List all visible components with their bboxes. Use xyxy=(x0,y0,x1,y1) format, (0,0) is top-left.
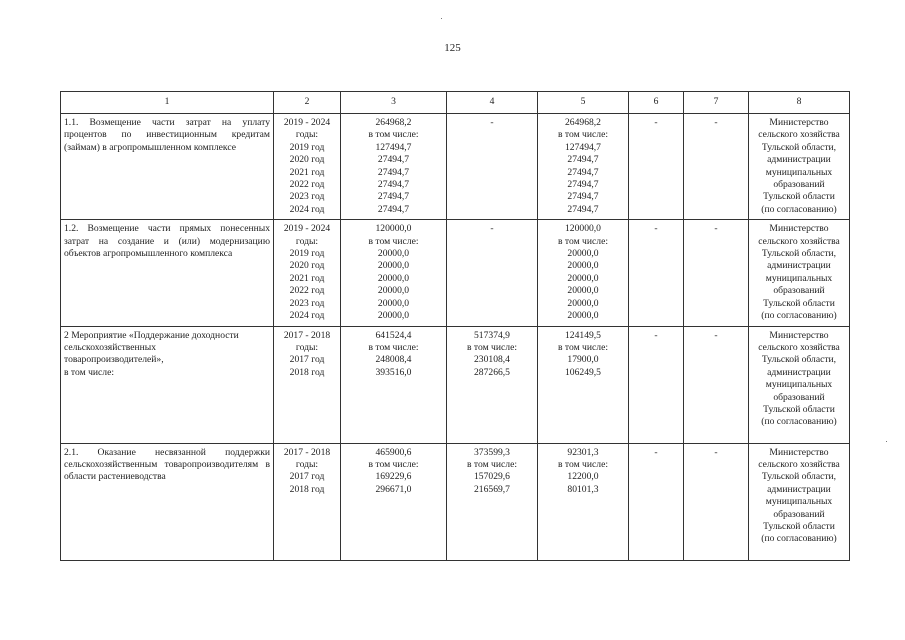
regional-cell-line: 127494,7 xyxy=(565,141,601,153)
period-cell-line: 2019 - 2024 xyxy=(283,223,331,235)
regional-cell-line: 20000,0 xyxy=(567,297,599,309)
executor-cell-line: муниципальных xyxy=(765,272,833,284)
executor-cell-line: Министерство xyxy=(769,117,829,128)
total-cell-line: 120000,0 xyxy=(375,223,412,235)
executor-cell-line: Министерство xyxy=(769,446,829,458)
period-cell-line: 2017 год xyxy=(289,354,325,366)
executor-cell-line: (по согласованию) xyxy=(761,203,837,215)
municipal-cell xyxy=(629,220,684,326)
period-cell-line: 2023 год xyxy=(289,297,325,309)
total-cell-line: 20000,0 xyxy=(377,260,410,272)
regional-cell-line: 12200,0 xyxy=(567,471,599,483)
scan-speck xyxy=(886,441,887,442)
period-cell-line: 2024 год xyxy=(289,310,325,322)
total-cell-line: 27494,7 xyxy=(377,179,410,191)
regional-cell-line: 264968,2 xyxy=(565,117,601,128)
federal-cell-line: 373599,3 xyxy=(474,446,510,458)
regional-cell-line: 27494,7 xyxy=(567,203,599,215)
total-cell-line: 20000,0 xyxy=(377,297,410,309)
municipal-cell-line: - xyxy=(654,446,658,458)
executor-cell-line: администрации xyxy=(767,260,831,272)
executor-cell-line: образований xyxy=(773,391,825,403)
period-cell-line: 2019 год xyxy=(289,141,325,153)
total-cell-line: 20000,0 xyxy=(377,248,410,260)
total-cell-line: 465900,6 xyxy=(375,446,412,458)
total-cell-line: 20000,0 xyxy=(377,285,410,297)
regional-cell-line: 92301,3 xyxy=(567,446,599,458)
federal-cell xyxy=(447,220,538,326)
total-cell-line: 27494,7 xyxy=(377,191,410,203)
regional-cell-line: 80101,3 xyxy=(567,483,599,495)
regional-cell-line: в том числе: xyxy=(557,235,608,247)
executor-cell xyxy=(749,220,850,326)
period-cell-line: годы: xyxy=(295,458,319,470)
regional-cell-line: 27494,7 xyxy=(567,191,599,203)
municipal-cell xyxy=(629,326,684,443)
column-header: 3 xyxy=(341,92,447,114)
total-cell xyxy=(341,326,447,443)
federal-cell xyxy=(447,326,538,443)
total-cell-line: в том числе: xyxy=(368,458,419,470)
municipal-cell xyxy=(629,114,684,220)
executor-cell-line: сельского хозяйства xyxy=(758,235,840,247)
period-cell-line: 2024 год xyxy=(289,203,325,215)
executor-cell-line: образований xyxy=(773,179,825,191)
federal-cell-line: 230108,4 xyxy=(474,354,510,366)
executor-cell-line: муниципальных xyxy=(765,166,833,178)
period-cell xyxy=(274,443,341,560)
total-cell-line: 27494,7 xyxy=(377,154,410,166)
executor-cell-line: образований xyxy=(773,508,825,520)
column-header: 6 xyxy=(629,92,684,114)
period-cell-line: 2023 год xyxy=(289,191,325,203)
executor-cell-line: Министерство xyxy=(769,329,829,341)
period-cell xyxy=(274,220,341,326)
executor-cell xyxy=(749,326,850,443)
regional-cell xyxy=(538,114,629,220)
regional-cell-line: 20000,0 xyxy=(567,285,599,297)
municipal-cell-line: - xyxy=(654,117,658,128)
table-row xyxy=(61,326,850,443)
executor-cell-line: Тульской области xyxy=(763,297,835,309)
period-cell-line: годы: xyxy=(295,129,319,141)
total-cell-line: 27494,7 xyxy=(377,166,410,178)
regional-cell-line: в том числе: xyxy=(557,129,608,141)
federal-cell xyxy=(447,114,538,220)
total-cell-line: 296671,0 xyxy=(375,483,412,495)
federal-cell-line: 157029,6 xyxy=(474,471,510,483)
period-cell-line: 2022 год xyxy=(289,179,325,191)
period-cell-line: 2017 год xyxy=(289,471,325,483)
executor-cell-line: Тульской области, xyxy=(761,471,837,483)
regional-cell-line: в том числе: xyxy=(557,458,608,470)
total-cell-line: в том числе: xyxy=(368,235,419,247)
federal-cell-line: - xyxy=(490,117,494,128)
executor-cell-line: Тульской области xyxy=(763,191,835,203)
measure-name-cell: 2.1. Оказание несвязанной поддержки сельскохозяйственным товаропроизводителям в области растениеводства xyxy=(61,443,274,560)
total-cell-line: в том числе: xyxy=(368,129,419,141)
regional-cell xyxy=(538,220,629,326)
executor-cell xyxy=(749,114,850,220)
regional-cell-line: 106249,5 xyxy=(565,366,601,378)
executor-cell-line: муниципальных xyxy=(765,496,833,508)
measure-name-line: 2 Мероприятие «Поддержание доходности xyxy=(64,329,239,341)
other-cell xyxy=(684,326,749,443)
executor-cell-line: сельского хозяйства xyxy=(758,341,840,353)
measure-name-cell xyxy=(61,326,274,443)
header-row xyxy=(61,92,850,114)
regional-cell-line: 27494,7 xyxy=(567,166,599,178)
executor-cell-line: администрации xyxy=(767,483,831,495)
total-cell-line: в том числе: xyxy=(368,341,419,353)
period-cell-line: 2022 год xyxy=(289,285,325,297)
period-cell xyxy=(274,326,341,443)
regional-cell xyxy=(538,443,629,560)
federal-cell-line: - xyxy=(490,223,494,235)
regional-cell xyxy=(538,326,629,443)
municipal-cell-line: - xyxy=(654,223,658,235)
measure-name-line: товаропроизводителей», xyxy=(64,354,164,366)
regional-cell-line: в том числе: xyxy=(557,341,608,353)
total-cell-line: 27494,7 xyxy=(377,203,410,215)
total-cell-line: 393516,0 xyxy=(375,366,412,378)
total-cell xyxy=(341,443,447,560)
executor-cell-line: муниципальных xyxy=(765,379,833,391)
regional-cell-line: 20000,0 xyxy=(567,260,599,272)
executor-cell-line: (по согласованию) xyxy=(761,310,837,322)
regional-cell-line: 20000,0 xyxy=(567,248,599,260)
table-row xyxy=(61,443,850,560)
period-cell-line: 2018 год xyxy=(289,483,325,495)
federal-cell-line: 517374,9 xyxy=(474,329,510,341)
period-cell-line: 2019 - 2024 xyxy=(283,117,331,128)
executor-cell-line: Тульской области xyxy=(763,520,835,532)
federal-cell xyxy=(447,443,538,560)
column-header: 4 xyxy=(447,92,538,114)
federal-cell-line: в том числе: xyxy=(466,458,517,470)
federal-cell-line: 216569,7 xyxy=(474,483,510,495)
column-header: 8 xyxy=(749,92,850,114)
budget-table xyxy=(60,91,850,561)
executor-cell-line: Тульской области xyxy=(763,403,835,415)
measure-name-cell: 1.1. Возмещение части затрат на уплату процентов по инвестиционным кредитам (займам) в агропромышленном комплексе xyxy=(61,114,274,220)
column-header: 1 xyxy=(61,92,274,114)
table-row xyxy=(61,114,850,220)
period-cell-line: 2020 год xyxy=(289,260,325,272)
other-cell xyxy=(684,443,749,560)
total-cell-line: 20000,0 xyxy=(377,310,410,322)
executor-cell-line: образований xyxy=(773,285,825,297)
executor-cell-line: (по согласованию) xyxy=(761,533,837,545)
executor-cell-line: администрации xyxy=(767,366,831,378)
total-cell-line: 248008,4 xyxy=(375,354,412,366)
other-cell xyxy=(684,220,749,326)
executor-cell-line: (по согласованию) xyxy=(761,416,837,428)
column-header: 7 xyxy=(684,92,749,114)
measure-name-line: сельскохозяйственных xyxy=(64,341,157,353)
column-header: 5 xyxy=(538,92,629,114)
other-cell-line: - xyxy=(714,329,718,341)
regional-cell-line: 27494,7 xyxy=(567,154,599,166)
column-header: 2 xyxy=(274,92,341,114)
period-cell-line: 2018 год xyxy=(289,366,325,378)
period-cell-line: 2020 год xyxy=(289,154,325,166)
federal-cell-line: 287266,5 xyxy=(474,366,510,378)
total-cell-line: 20000,0 xyxy=(377,272,410,284)
period-cell-line: 2021 год xyxy=(289,166,325,178)
total-cell-line: 641524,4 xyxy=(375,329,412,341)
other-cell xyxy=(684,114,749,220)
table-row xyxy=(61,220,850,326)
period-cell-line: 2017 - 2018 xyxy=(283,329,331,341)
municipal-cell-line: - xyxy=(654,329,658,341)
municipal-cell xyxy=(629,443,684,560)
executor-cell-line: сельского хозяйства xyxy=(758,458,840,470)
total-cell xyxy=(341,114,447,220)
other-cell-line: - xyxy=(714,117,718,128)
total-cell xyxy=(341,220,447,326)
period-cell-line: 2021 год xyxy=(289,272,325,284)
other-cell-line: - xyxy=(714,446,718,458)
period-cell-line: 2017 - 2018 xyxy=(283,446,331,458)
executor-cell-line: Тульской области, xyxy=(761,248,837,260)
federal-cell-line: в том числе: xyxy=(466,341,517,353)
regional-cell-line: 20000,0 xyxy=(567,310,599,322)
measure-name-line: в том числе: xyxy=(64,366,115,378)
executor-cell-line: администрации xyxy=(767,154,831,166)
other-cell-line: - xyxy=(714,223,718,235)
regional-cell-line: 124149,5 xyxy=(565,329,601,341)
page-number: 125 xyxy=(444,42,461,54)
executor-cell xyxy=(749,443,850,560)
executor-cell-line: Тульской области, xyxy=(761,141,837,153)
period-cell xyxy=(274,114,341,220)
regional-cell-line: 120000,0 xyxy=(565,223,601,235)
executor-cell-line: сельского хозяйства xyxy=(758,129,840,141)
executor-cell-line: Тульской области, xyxy=(761,354,837,366)
measure-name-cell: 1.2. Возмещение части прямых понесенных затрат на создание и (или) модернизацию объектов агропромышленного комплекса xyxy=(61,220,274,326)
scan-speck xyxy=(441,18,442,19)
total-cell-line: 169229,6 xyxy=(375,471,412,483)
executor-cell-line: Министерство xyxy=(769,223,829,235)
period-cell-line: годы: xyxy=(295,341,319,353)
regional-cell-line: 17900,0 xyxy=(567,354,599,366)
regional-cell-line: 27494,7 xyxy=(567,179,599,191)
period-cell-line: годы: xyxy=(295,235,319,247)
total-cell-line: 264968,2 xyxy=(375,117,412,128)
total-cell-line: 127494,7 xyxy=(375,141,412,153)
regional-cell-line: 20000,0 xyxy=(567,272,599,284)
period-cell-line: 2019 год xyxy=(289,248,325,260)
